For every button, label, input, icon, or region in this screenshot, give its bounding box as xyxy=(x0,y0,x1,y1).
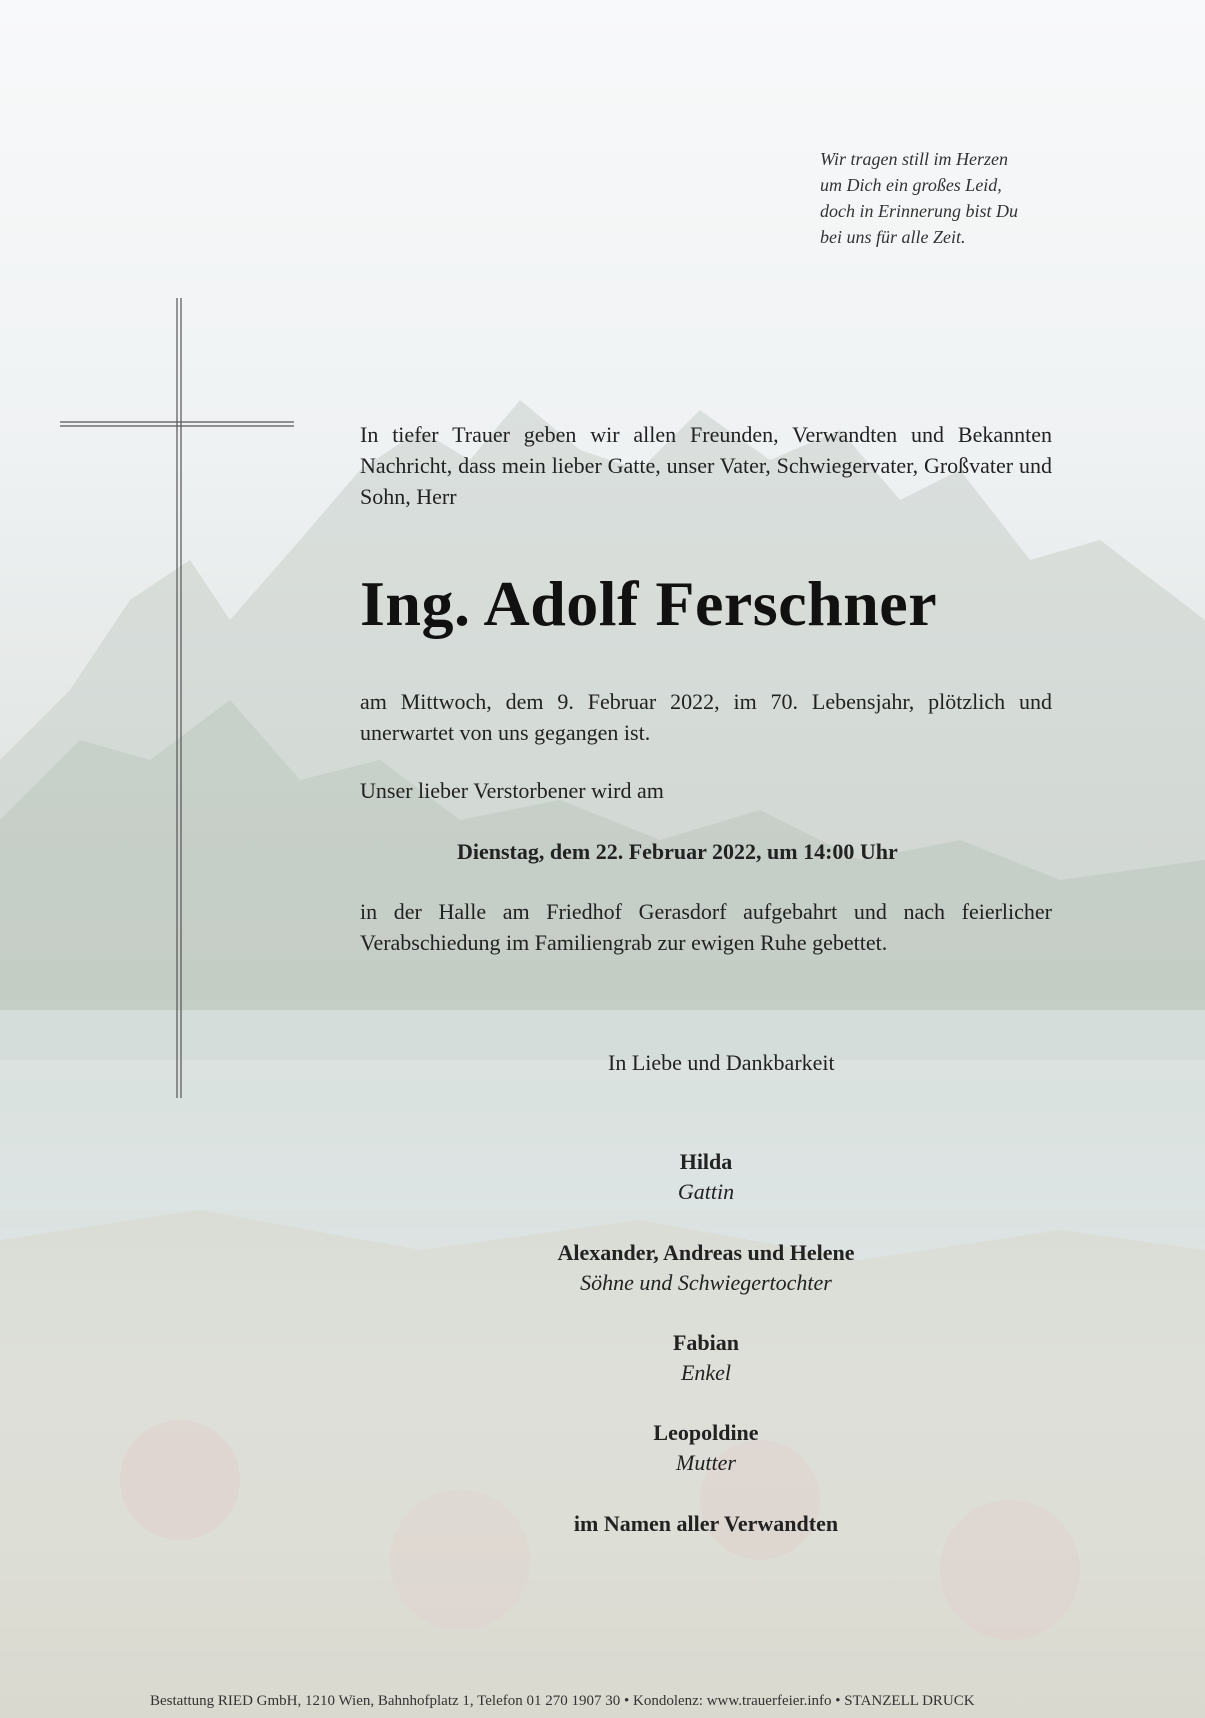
mourner-relation: Enkel xyxy=(680,1360,732,1385)
poem-verse xyxy=(820,146,1150,250)
poem-line: bei uns für alle Zeit. xyxy=(820,227,966,247)
mourner-relation: Mutter xyxy=(676,1450,736,1475)
mourner-name: Alexander, Andreas und Helene xyxy=(557,1240,855,1265)
funeral-date: Dienstag, dem 22. Februar 2022, um 14:00 Uhr xyxy=(457,839,898,864)
deceased-name: Ing. Adolf Ferschner xyxy=(360,568,938,639)
mourner-entry xyxy=(360,1328,1052,1388)
mourner-relation: Gattin xyxy=(677,1179,735,1204)
funeral-intro: Unser lieber Verstorbener wird am xyxy=(360,778,664,803)
poem-line: um Dich ein großes Leid, xyxy=(820,175,1002,195)
cross-icon xyxy=(60,298,294,1098)
poem-line: Wir tragen still im Herzen xyxy=(820,149,1008,169)
mourner-entry xyxy=(360,1418,1052,1478)
mourner-name: Fabian xyxy=(672,1330,740,1355)
mourner-name: Leopoldine xyxy=(653,1420,759,1445)
mourner-entry xyxy=(360,1147,1052,1207)
mourner-entry xyxy=(360,1238,1052,1298)
funeral-details: in der Halle am Friedhof Gerasdorf aufgebahrt und nach feierlicher Verabschiedung im Familiengrab zur ewigen Ruhe gebettet. xyxy=(360,899,1052,955)
mourner-relation: Söhne und Schwiegertochter xyxy=(580,1270,832,1295)
intro-paragraph: In tiefer Trauer geben wir allen Freunden, Verwandten und Bekannten Nachricht, dass mein lieber Gatte, unser Vater, Schwiegervater, Großvater und Sohn, Herr xyxy=(360,422,1052,509)
mourner-name: Hilda xyxy=(679,1149,733,1174)
closing-line: In Liebe und Dankbarkeit xyxy=(608,1050,835,1075)
footer-imprint: Bestattung RIED GmbH, 1210 Wien, Bahnhofplatz 1, Telefon 01 270 1907 30 • Kondolenz: www.trauerfeier.info • STANZELL DRUCK xyxy=(150,1693,975,1709)
relatives-line: im Namen aller Verwandten xyxy=(573,1511,839,1536)
death-notice: am Mittwoch, dem 9. Februar 2022, im 70. Lebensjahr, plötzlich und unerwartet von uns gegangen ist. xyxy=(360,689,1052,745)
poem-line: doch in Erinnerung bist Du xyxy=(820,201,1018,221)
